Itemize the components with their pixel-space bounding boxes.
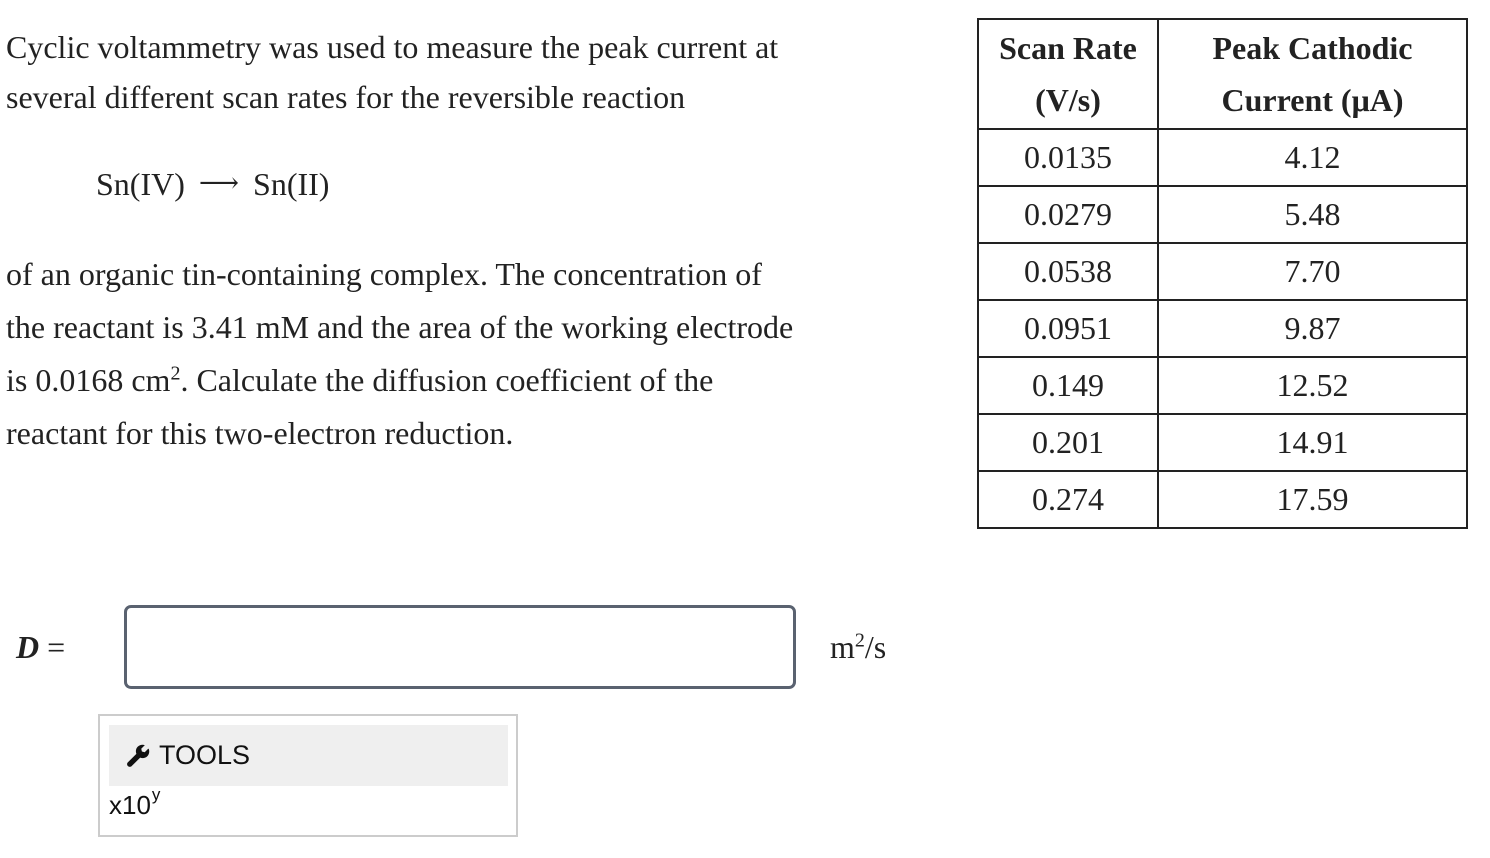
body-line-3-pre: is 0.0168 cm [6,362,171,398]
scan-rate-cell: 0.0951 [978,300,1158,357]
wrench-icon [125,743,151,769]
current-cell: 17.59 [1158,471,1467,528]
scan-rate-cell: 0.0538 [978,243,1158,300]
problem-body [6,248,926,460]
answer-unit [830,629,886,666]
header-scan-rate-line2: (V/s) [1035,82,1101,118]
table-header-row [978,19,1467,129]
body-line-3-post: . Calculate the diffusion coefficient of the [180,362,714,398]
product-label: Sn(II) [253,166,330,202]
table-row [978,186,1467,243]
data-table [977,18,1468,529]
scan-rate-cell: 0.0279 [978,186,1158,243]
variable-symbol: D [16,628,40,665]
table-row [978,243,1467,300]
header-peak-current [1158,19,1467,129]
table-row [978,357,1467,414]
equals-sign: = [47,628,66,665]
scan-rate-cell: 0.201 [978,414,1158,471]
unit-exponent: 2 [854,628,865,651]
scan-rate-cell: 0.274 [978,471,1158,528]
current-cell: 12.52 [1158,357,1467,414]
problem-statement [6,22,926,460]
intro-line-2: several different scan rates for the reversible reaction [6,79,686,115]
header-scan-rate-line1: Scan Rate [999,30,1137,66]
table-row [978,414,1467,471]
current-cell: 9.87 [1158,300,1467,357]
area-unit-exponent: 2 [170,362,181,385]
current-cell: 5.48 [1158,186,1467,243]
table-row [978,300,1467,357]
body-line-4: reactant for this two-electron reduction. [6,415,514,451]
tools-panel [98,714,518,837]
unit-rest: /s [864,628,887,665]
header-scan-rate [978,19,1158,129]
tools-button[interactable] [109,725,508,786]
header-peak-current-line1: Peak Cathodic [1212,30,1413,66]
problem-intro [6,22,926,122]
scan-rate-cell: 0.149 [978,357,1158,414]
header-peak-current-line2: Current (μA) [1221,82,1404,118]
current-cell: 7.70 [1158,243,1467,300]
x10-base: x10 [109,790,151,820]
current-cell: 4.12 [1158,129,1467,186]
current-cell: 14.91 [1158,414,1467,471]
intro-line-1: Cyclic voltammetry was used to measure the peak current at [6,29,779,65]
times-ten-power-button[interactable] [109,785,161,821]
body-line-1: of an organic tin-containing complex. The concentration of [6,256,762,292]
reaction-arrow-icon: ⟶ [198,168,240,199]
reaction-equation [96,160,926,208]
answer-row [16,604,886,690]
tools-label: TOOLS [159,740,251,770]
answer-input[interactable] [124,605,796,689]
unit-base: m [830,628,855,665]
answer-variable-label [16,629,124,666]
body-line-2: the reactant is 3.41 mM and the area of the working electrode [6,309,794,345]
reactant-label: Sn(IV) [96,166,185,202]
table-row [978,129,1467,186]
x10-exponent: y [151,785,161,804]
table-row [978,471,1467,528]
scan-rate-cell: 0.0135 [978,129,1158,186]
